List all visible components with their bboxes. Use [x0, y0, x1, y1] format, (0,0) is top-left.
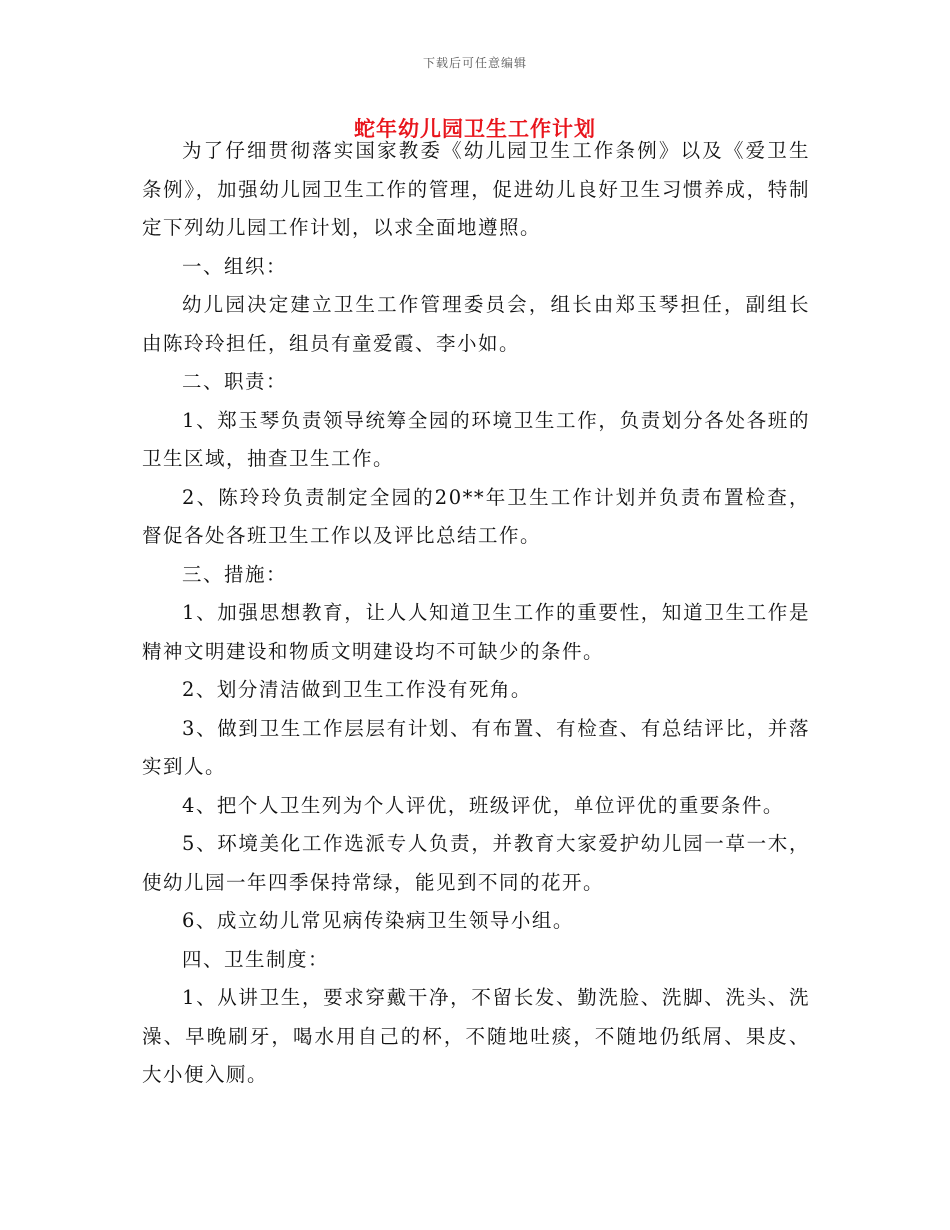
document-title: 蛇年幼儿园卫生工作计划 — [354, 117, 596, 141]
measure-item-2: 2、划分清洁做到卫生工作没有死角。 — [182, 678, 532, 701]
measure-item-6: 6、成立幼儿常见病传染病卫生领导小组。 — [182, 909, 574, 932]
measure-item-3: 3、做到卫生工作层层有计划、有布置、有检查、有总结评比，并落实到人。 — [142, 716, 810, 778]
section-heading-measures: 三、措施： — [182, 562, 288, 586]
hygiene-rule-item-1: 1、从讲卫生，要求穿戴干净，不留长发、勤洗脸、洗脚、洗头、洗澡、早晚刷牙，喝水用自己的杯，不随地吐痰，不随地仍纸屑、果皮、大小便入厕。 — [142, 986, 810, 1086]
section-heading-hygiene-rules: 四、卫生制度： — [182, 947, 330, 971]
measure-item-4: 4、把个人卫生列为个人评优，班级评优，单位评优的重要条件。 — [182, 793, 784, 817]
intro-paragraph: 为了仔细贯彻落实国家教委《幼儿园卫生工作条例》以及《爱卫生条例》，加强幼儿园卫生工作的管理，促进幼儿良好卫生习惯养成，特制定下列幼儿园工作计划，以求全面地遵照。 — [142, 139, 810, 239]
section-heading-duties: 二、职责： — [182, 370, 288, 393]
measure-item-5: 5、环境美化工作选派专人负责，并教育大家爱护幼儿园一草一木，使幼儿园一年四季保持常绿，能见到不同的花开。 — [142, 832, 810, 894]
organization-paragraph: 幼儿园决定建立卫生工作管理委员会，组长由郑玉琴担任，副组长由陈玲玲担任，组员有童爱霞、李小如。 — [142, 293, 810, 355]
header-note: 下载后可任意编辑 — [422, 56, 527, 70]
section-heading-organization: 一、组织： — [182, 254, 288, 278]
duty-item-1: 1、郑玉琴负责领导统筹全园的环境卫生工作，负责划分各处各班的卫生区域，抽查卫生工作。 — [142, 408, 810, 470]
document-body — [142, 132, 810, 1095]
duty-item-2: 2、陈玲玲负责制定全园的20**年卫生工作计划并负责布置检查，督促各处各班卫生工作以及评比总结工作。 — [142, 485, 810, 547]
measure-item-1: 1、加强思想教育，让人人知道卫生工作的重要性，知道卫生工作是精神文明建设和物质文明建设均不可缺少的条件。 — [142, 601, 810, 663]
